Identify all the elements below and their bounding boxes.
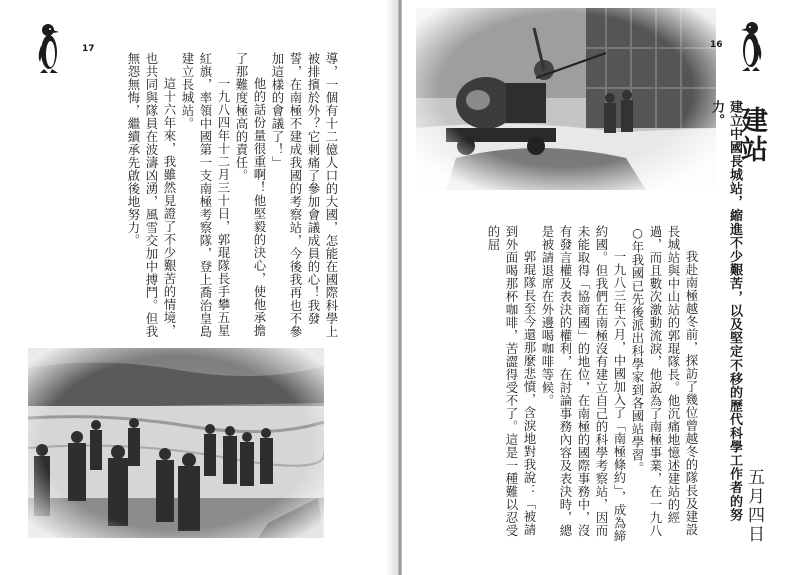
- paragraph: 他的話份量很重啊！他堅毅的決心，使他承擔了那難度極高的責任。: [234, 52, 267, 337]
- paragraph: 我赴南極越冬前，探訪了幾位曾越冬的隊長及建設長城站與中山站的郭琨隊長。他沉痛地憶述建站的經過，而且數次激動流淚，他說為了南極事業，在一九八○年我國已先後派出科學家到各國站學習。: [630, 225, 699, 537]
- gutter-shadow: [385, 0, 398, 575]
- paragraph: 一九八四年十二月三十日，郭琨隊長手攀五星紅旗，率領中國第一支南極考察隊，登上喬治皇島建立長城站。: [180, 52, 231, 338]
- date-label: 五月四日: [744, 468, 764, 544]
- body-text: [62, 52, 340, 342]
- penguin-icon: [738, 18, 764, 72]
- page-number: 16: [710, 40, 723, 50]
- chapter-title: 建站: [736, 106, 767, 164]
- paragraph: 這十六年來，我雖然見證了不少艱苦的情境，也共同與隊員在波濤凶湧，風雪交加中搏鬥。但我無怨無悔，繼續承先啟後地努力。: [126, 52, 177, 338]
- right-page: [402, 0, 800, 575]
- expedition-photo: [28, 348, 324, 538]
- paragraph: 一九八三年六月，中國加入了「南極條約」，成為締約國。但我們在南極沒有建立自己的科學考察站，因而未能取得「協商國」的地位，在南極的國際事務中，沒有發言權及表決的權利，在討論事務內容及表決時，總是被請退席在外邊喝咖啡等候。: [540, 225, 627, 543]
- chapter-subtitle: 建立中國長城站，縮進不少艱苦，以及堅定不移的歷代科學工作者的努力。: [709, 100, 742, 522]
- paragraph: 郭琨隊長至今還那麼悲憤，含淚地對我說：「被請到外面喝那杯咖啡，苦澀得受不了。這是一種難以忍受的屈: [486, 225, 537, 537]
- body-text: [468, 225, 700, 543]
- left-page: [0, 0, 398, 575]
- construction-photo: [416, 8, 716, 190]
- page-number: 17: [82, 44, 95, 54]
- paragraph: 導，一個有十二億人口的大國，怎能在國際科學上被排擯於外？它刺痛了參加會議成員的心！我發誓，在南極不建成我國的考察站，今後我再也不參加這樣的會議了！」: [270, 52, 339, 338]
- penguin-icon: [36, 20, 62, 74]
